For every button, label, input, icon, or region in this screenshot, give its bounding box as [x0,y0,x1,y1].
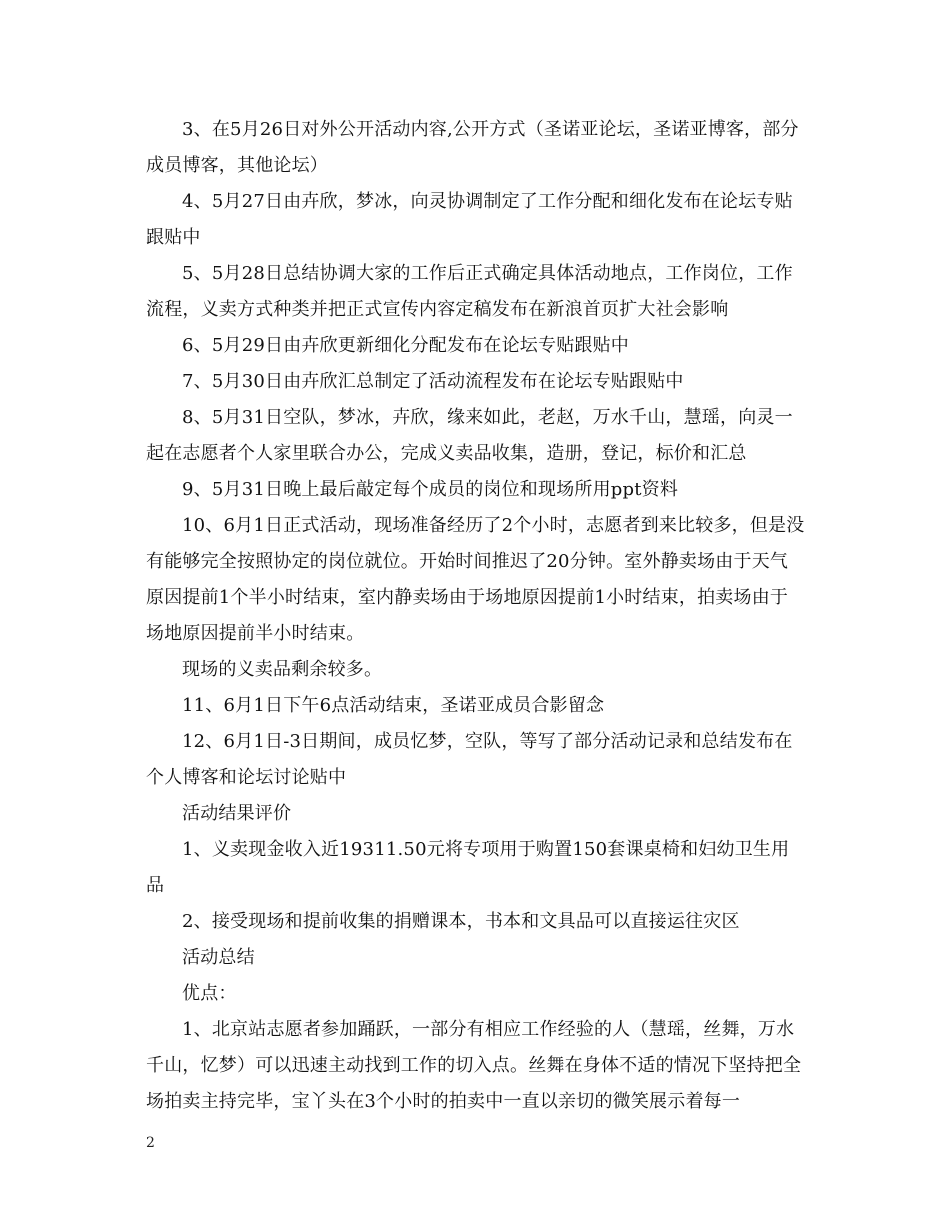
paragraph-item-3: 3、在5月26日对外公开活动内容,公开方式（圣诺亚论坛，圣诺亚博客，部分成员博客，其他论坛） [146,119,799,176]
paragraph-item-9: 9、5月31日晚上最后敲定每个成员的岗位和现场所用ppt资料 [182,479,679,500]
page-number: 2 [146,1135,155,1151]
paragraph-item-5: 5、5月28日总结协调大家的工作后正式确定具体活动地点，工作岗位，工作流程，义卖方式种类并把正式宣传内容定稿发布在新浪首页扩大社会影响 [146,263,793,320]
section-heading-results: 活动结果评价 [182,803,292,824]
paragraph-item-4: 4、5月27日由卉欣，梦冰，向灵协调制定了工作分配和细化发布在论坛专贴跟贴中 [146,191,793,248]
section-subheading-advantages: 优点： [182,983,237,1004]
result-item-1: 1、义卖现金收入近19311.50元将专项用于购置150套课桌椅和妇幼卫生用品 [146,839,790,896]
paragraph-item-10: 10、6月1日正式活动，现场准备经历了2个小时，志愿者到来比较多，但是没有能够完全按照协定的岗位就位。开始时间推迟了20分钟。室外静卖场由于天气原因提前1个半小时结束，室内静卖场由于场地原因提前1小时结束，拍卖场由于场地原因提前半小时结束。 [146,515,805,644]
result-item-2: 2、接受现场和提前收集的捐赠课本，书本和文具品可以直接运往灾区 [182,911,740,932]
paragraph-item-11: 11、6月1日下午6点活动结束，圣诺亚成员合影留念 [182,695,605,716]
section-heading-summary: 活动总结 [182,947,255,968]
paragraph-item-12: 12、6月1日-3日期间，成员忆梦，空队，等写了部分活动记录和总结发布在个人博客和论坛讨论贴中 [146,731,793,788]
paragraph-item-8: 8、5月31日空队，梦冰，卉欣，缘来如此，老赵，万水千山，慧瑶，向灵一起在志愿者个人家里联合办公，完成义卖品收集，造册，登记，标价和汇总 [146,407,793,464]
paragraph-item-6: 6、5月29日由卉欣更新细化分配发布在论坛专贴跟贴中 [182,335,630,356]
paragraph-remaining-items: 现场的义卖品剩余较多。 [182,659,383,680]
paragraph-item-7: 7、5月30日由卉欣汇总制定了活动流程发布在论坛专贴跟贴中 [182,371,684,392]
advantage-item-1: 1、北京站志愿者参加踊跃，一部分有相应工作经验的人（慧瑶，丝舞，万水千山，忆梦）可以迅速主动找到工作的切入点。丝舞在身体不适的情况下坚持把全场拍卖主持完毕，宝丫头在3个小时的拍卖中一直以亲切的微笑展示着每一 [146,1019,802,1112]
document-body [146,112,806,1120]
